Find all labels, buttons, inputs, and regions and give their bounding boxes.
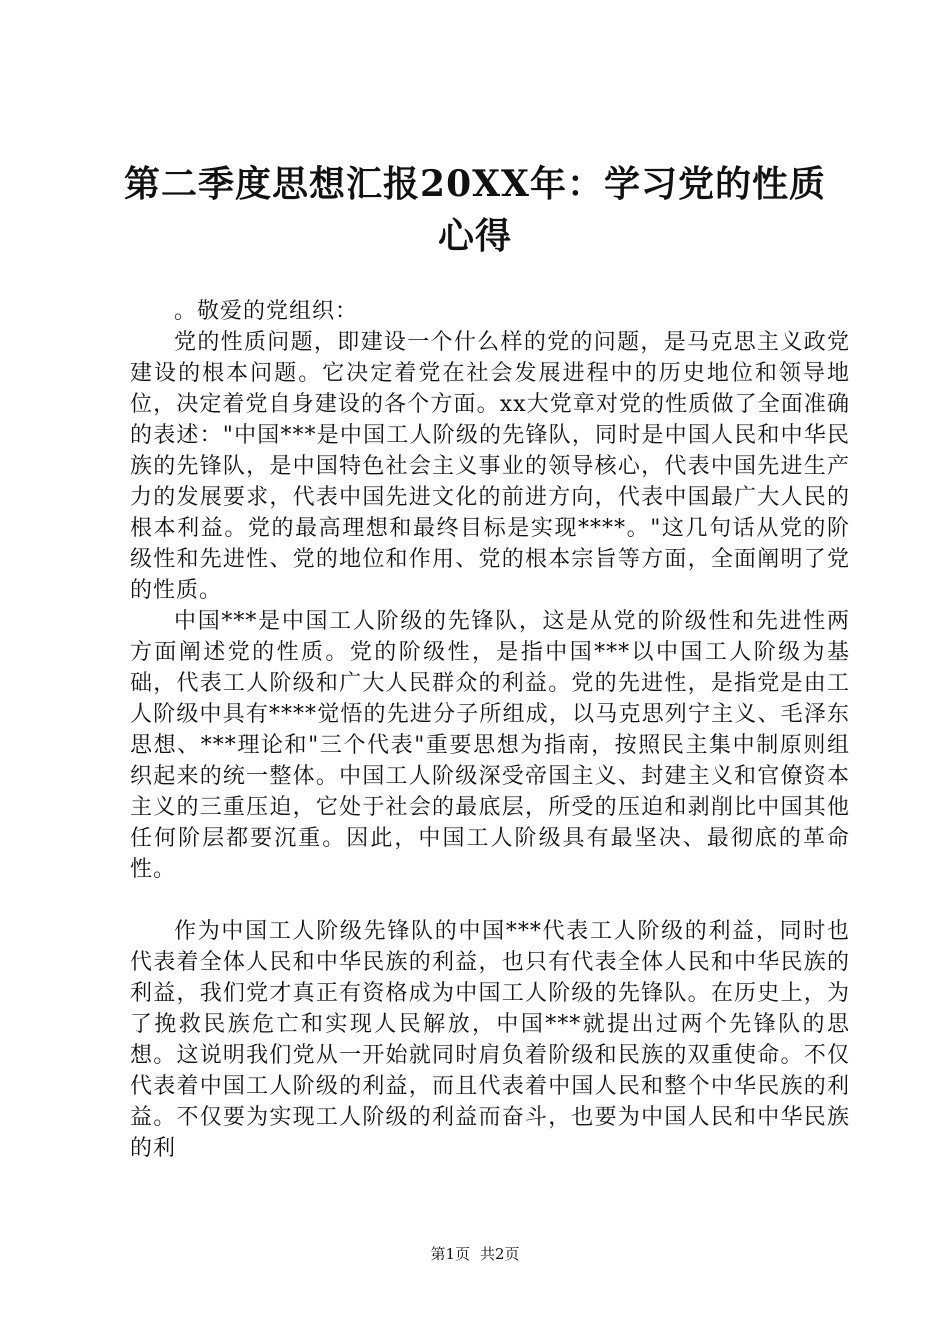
page-total: 共2页 bbox=[480, 1245, 520, 1263]
salutation: 。敬爱的党组织： bbox=[174, 299, 359, 324]
document-title: 第二季度思想汇报20XX年：学习党的性质心得 bbox=[124, 163, 826, 257]
paragraph-spacer bbox=[130, 885, 850, 916]
page-footer bbox=[0, 1244, 950, 1264]
paragraph-2: 中国***是中国工人阶级的先锋队，这是从党的阶级性和先进性两方面阐述党的性质。党的阶级性，是指中国***以中国工人阶级为基础，代表工人阶级和广大人民群众的利益。党的先进性，是指党是由工人阶级中具有****觉悟的先进分子所组成，以马克思列宁主义、毛泽东思想、***理论和"三个代表"重要思想为指南，按照民主集中制原则组织起来的统一整体。中国工人阶级深受帝国主义、封建主义和官僚资本主义的三重压迫，它处于社会的最底层，所受的压迫和剥削比中国其他任何阶层都要沉重。因此，中国工人阶级具有最坚决、最彻底的革命性。 bbox=[130, 609, 850, 882]
page-number: 第1页 bbox=[430, 1245, 470, 1263]
document-body bbox=[130, 296, 850, 1164]
paragraph-1: 党的性质问题，即建设一个什么样的党的问题，是马克思主义政党建设的根本问题。它决定着党在社会发展进程中的历史地位和领导地位，决定着党自身建设的各个方面。xx大党章对党的性质做了全面准确的表述："中国***是中国工人阶级的先锋队，同时是中国人民和中华民族的先锋队，是中国特色社会主义事业的领导核心，代表中国先进生产力的发展要求，代表中国先进文化的前进方向，代表中国最广大人民的根本利益。党的最高理想和最终目标是实现****。"这几句话从党的阶级性和先进性、党的地位和作用、党的根本宗旨等方面，全面阐明了党的性质。 bbox=[130, 330, 850, 603]
paragraph-3: 作为中国工人阶级先锋队的中国***代表工人阶级的利益，同时也代表着全体人民和中华民族的利益，也只有代表全体人民和中华民族的利益，我们党才真正有资格成为中国工人阶级的先锋队。在历史上，为了挽救民族危亡和实现人民解放，中国***就提出过两个先锋队的思想。这说明我们党从一开始就同时肩负着阶级和民族的双重使命。不仅代表着中国工人阶级的利益，而且代表着中国人民和整个中华民族的利益。不仅要为实现工人阶级的利益而奋斗，也要为中国人民和中华民族的利 bbox=[130, 919, 850, 1161]
